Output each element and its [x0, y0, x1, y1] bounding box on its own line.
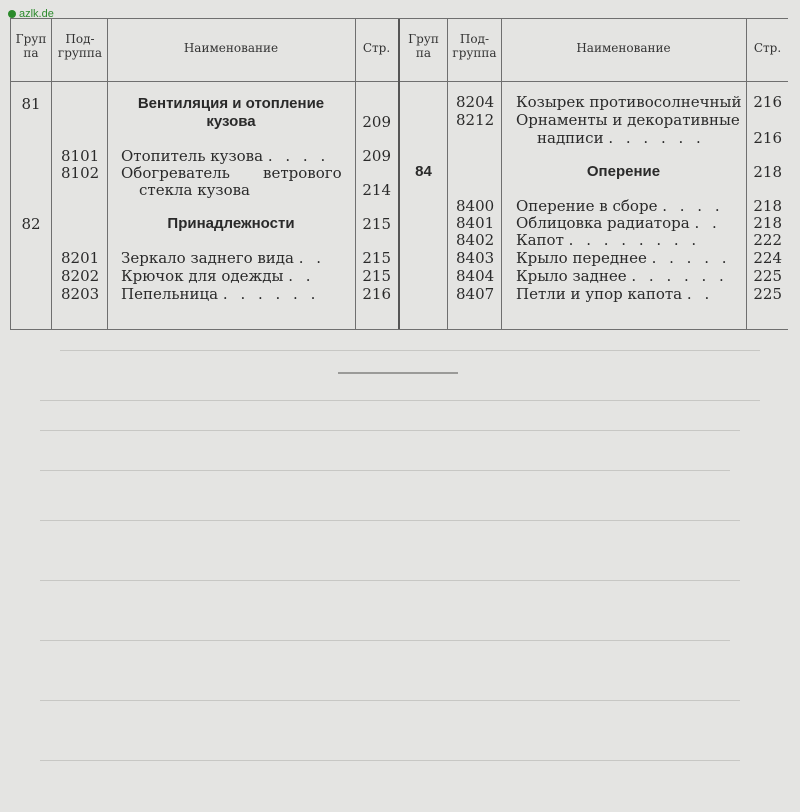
- bleed-line: [40, 700, 740, 701]
- section-title: Принадлежности: [167, 215, 295, 232]
- leader-dots: . .: [694, 214, 721, 232]
- page-number: 225: [753, 285, 782, 303]
- subgroup-code: 8204: [456, 93, 495, 111]
- bleed-line: [40, 520, 740, 521]
- bleed-line: [40, 470, 730, 471]
- header-page: Стр.: [362, 41, 391, 55]
- item-name: [516, 197, 724, 215]
- page-number: 222: [753, 231, 782, 249]
- page-number: 209: [362, 113, 391, 131]
- item-name-text: Отопитель кузова: [121, 147, 264, 165]
- item-name: стекла кузова: [139, 181, 250, 199]
- group-number: 81: [21, 95, 41, 113]
- header-subgroup: Под- группа: [452, 32, 497, 60]
- leader-dots: . . . . . .: [631, 267, 728, 285]
- subgroup-code: 8401: [456, 214, 495, 232]
- subgroup-code: 8407: [456, 285, 495, 303]
- separator-rule: [338, 372, 458, 374]
- item-name-text: Пепельница: [121, 285, 219, 303]
- item-name: [516, 267, 728, 285]
- col-divider: [107, 19, 108, 329]
- col-divider: [447, 19, 448, 329]
- subgroup-code: 8201: [61, 249, 100, 267]
- page-number: 215: [362, 215, 391, 233]
- page-number: 214: [362, 181, 391, 199]
- item-name: [516, 285, 713, 303]
- bleed-line: [40, 760, 740, 761]
- subgroup-code: 8102: [61, 164, 100, 182]
- page-number: 218: [753, 197, 782, 215]
- header-page: Стр.: [753, 41, 782, 55]
- item-name: [121, 249, 325, 267]
- item-name-text: Крючок для одежды: [121, 267, 284, 285]
- section-title: Оперение: [586, 163, 661, 180]
- header-group: Груп па: [408, 32, 439, 60]
- leader-dots: . . . . .: [651, 249, 731, 267]
- item-name: ветрового: [263, 164, 342, 182]
- subgroup-code: 8212: [456, 111, 495, 129]
- item-name-text: Крыло заднее: [516, 267, 627, 285]
- item-name-text: надписи: [537, 129, 604, 147]
- bleed-line: [40, 430, 740, 431]
- page-number: 225: [753, 267, 782, 285]
- item-name: Орнаменты и декоративные: [516, 111, 740, 129]
- leader-dots: . . . . . .: [222, 285, 320, 303]
- group-number: 84: [415, 163, 432, 180]
- bleed-line: [40, 400, 760, 401]
- item-name: [537, 129, 705, 147]
- item-name: [121, 147, 329, 165]
- item-name: [516, 214, 721, 232]
- bleed-line: [40, 640, 730, 641]
- item-name: Обогреватель: [121, 164, 230, 182]
- contents-table: [10, 18, 788, 330]
- leader-dots: . .: [298, 249, 326, 267]
- leader-dots: . . . . . . . .: [568, 231, 701, 249]
- leader-dots: . . . . . .: [608, 129, 705, 147]
- page-number: 216: [753, 93, 782, 111]
- page-number: 218: [753, 163, 782, 181]
- item-name: [516, 249, 731, 267]
- page-number: 218: [753, 214, 782, 232]
- item-name: [121, 285, 319, 303]
- leader-dots: . .: [288, 267, 315, 285]
- section-title: кузова: [206, 113, 256, 130]
- header-subgroup: Под- группа: [57, 32, 103, 60]
- section-title: Вентиляция и отопление: [137, 95, 325, 112]
- item-name-text: Капот: [516, 231, 564, 249]
- subgroup-code: 8403: [456, 249, 495, 267]
- item-name-text: Оперение в сборе: [516, 197, 658, 215]
- col-divider: [51, 19, 52, 329]
- leader-dots: . . . .: [267, 147, 330, 165]
- header-name: Наименование: [576, 41, 671, 55]
- header-name: Наименование: [183, 41, 279, 55]
- bleed-line: [40, 580, 740, 581]
- page-number: 215: [362, 249, 391, 267]
- item-name-text: Петли и упор капота: [516, 285, 683, 303]
- leader-dots: . .: [686, 285, 714, 303]
- watermark-text: azlk.de: [19, 8, 54, 20]
- subgroup-code: 8404: [456, 267, 495, 285]
- item-name-text: Зеркало заднего вида: [121, 249, 294, 267]
- item-name: Козырек противосолнечный: [516, 93, 742, 111]
- subgroup-code: 8402: [456, 231, 495, 249]
- page-number: 216: [362, 285, 391, 303]
- item-name: [516, 231, 700, 249]
- item-name-text: Облицовка радиатора: [516, 214, 690, 232]
- item-name: [121, 267, 315, 285]
- copyright-icon: [8, 10, 16, 18]
- subgroup-code: 8101: [61, 147, 100, 165]
- subgroup-code: 8203: [61, 285, 100, 303]
- header-group: Груп па: [15, 32, 47, 60]
- leader-dots: . . . .: [662, 197, 724, 215]
- subgroup-code: 8202: [61, 267, 100, 285]
- group-number: 82: [21, 215, 41, 233]
- page-number: 216: [753, 129, 782, 147]
- page-number: 224: [753, 249, 782, 267]
- bleed-line: [60, 350, 760, 351]
- page-number: 215: [362, 267, 391, 285]
- page-number: 209: [362, 147, 391, 165]
- item-name-text: Крыло переднее: [516, 249, 647, 267]
- subgroup-code: 8400: [456, 197, 495, 215]
